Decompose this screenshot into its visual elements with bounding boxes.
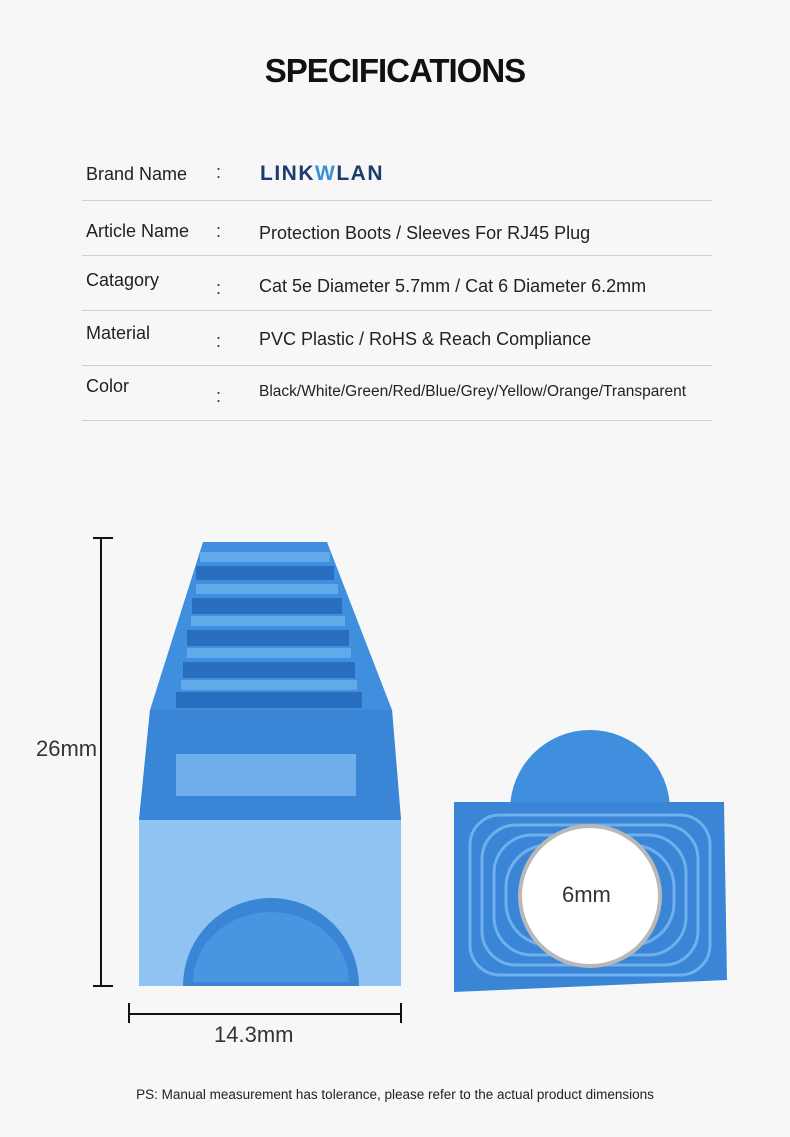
- spec-label-category: Catagory: [86, 270, 160, 290]
- boot-illustration: [0, 520, 790, 1060]
- spec-colon: :: [216, 221, 222, 241]
- spec-table: [82, 146, 712, 421]
- boot-side-view: [139, 542, 401, 986]
- spec-value-category: Cat 5e Diameter 5.7mm / Cat 6 Diameter 6.2mm: [259, 276, 647, 296]
- spec-value-color: Black/White/Green/Red/Blue/Grey/Yellow/Orange/Transparent: [259, 383, 687, 400]
- spec-label-color: Color: [86, 376, 130, 396]
- logo-text-main: LINK: [260, 162, 315, 185]
- brand-logo: [260, 162, 384, 186]
- spec-row-material: [82, 311, 712, 366]
- spec-colon: :: [216, 386, 222, 406]
- spec-value-article: Protection Boots / Sleeves For RJ45 Plug: [259, 223, 591, 243]
- spec-colon: :: [216, 162, 222, 182]
- spec-colon: :: [216, 331, 222, 351]
- tolerance-note: PS: Manual measurement has tolerance, please refer to the actual product dimensions: [136, 1087, 654, 1102]
- spec-label-material: Material: [86, 323, 151, 343]
- width-dimension-line: [129, 1003, 401, 1023]
- spec-row-brand: [82, 146, 712, 201]
- spec-row-category: [82, 256, 712, 311]
- width-dimension-label: 14.3mm: [214, 1022, 294, 1047]
- height-dimension-line: [93, 538, 113, 986]
- hole-dimension-label: 6mm: [562, 882, 611, 907]
- spec-value-material: PVC Plastic / RoHS & Reach Compliance: [259, 329, 592, 349]
- spec-row-article: [82, 201, 712, 256]
- page-title: SPECIFICATIONS: [264, 52, 526, 89]
- logo-text-rest: LAN: [336, 162, 384, 185]
- spec-colon: :: [216, 278, 222, 298]
- spec-label-brand: Brand Name: [86, 164, 188, 184]
- logo-text-accent: W: [315, 162, 337, 185]
- boot-front-view: [454, 730, 727, 992]
- product-figure: [0, 520, 790, 1060]
- spec-label-article: Article Name: [86, 221, 190, 241]
- spec-row-color: [82, 366, 712, 421]
- height-dimension-label: 26mm: [36, 736, 98, 761]
